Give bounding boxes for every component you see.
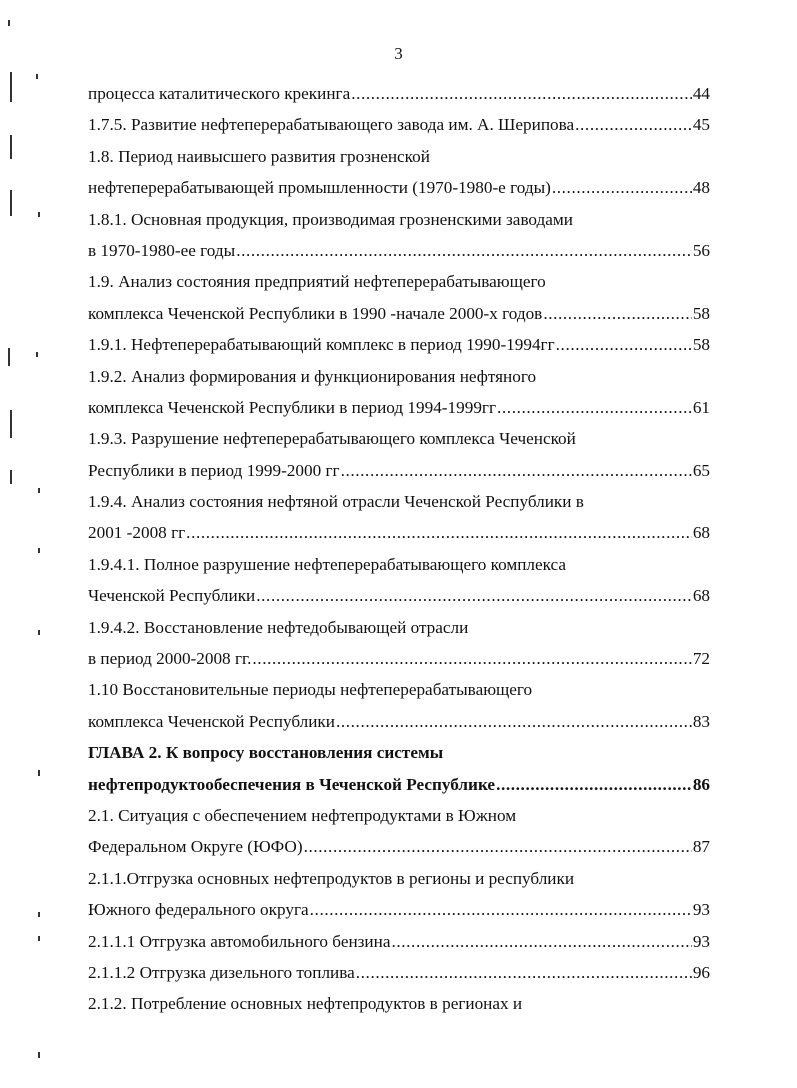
dot-leader bbox=[391, 926, 691, 957]
toc-entry bbox=[88, 800, 710, 831]
toc-entry-text: 1.8.1. Основная продукция, производимая грозненскими заводами bbox=[88, 209, 573, 229]
scan-margin-marks bbox=[0, 0, 60, 1088]
toc-entry-text: Южного федерального округа bbox=[88, 900, 309, 920]
toc-entry-text: 2.1.2. Потребление основных нефтепродуктов в регионах и bbox=[88, 994, 523, 1014]
dot-leader bbox=[543, 298, 692, 329]
toc-entry bbox=[88, 423, 710, 454]
toc-entry bbox=[88, 643, 710, 674]
toc-entry-text: 2.1. Ситуация с обеспечением нефтепродуктами в Южном bbox=[88, 805, 517, 825]
table-of-contents bbox=[88, 78, 710, 1020]
dot-leader bbox=[351, 78, 692, 109]
toc-entry bbox=[88, 831, 710, 862]
page-number: 3 bbox=[394, 44, 403, 63]
toc-entry-text: Федеральном Округе (ЮФО) bbox=[88, 837, 303, 857]
toc-entry-page: 48 bbox=[692, 178, 710, 198]
toc-entry bbox=[88, 235, 710, 266]
dot-leader bbox=[252, 643, 691, 674]
toc-entry-page: 68 bbox=[692, 523, 710, 543]
toc-entry-text: 1.9.2. Анализ формирования и функционирования нефтяного bbox=[88, 366, 537, 386]
toc-entry-page: 44 bbox=[692, 84, 710, 103]
toc-entry-text: комплекса Чеченской Республики bbox=[88, 711, 335, 731]
dot-leader bbox=[341, 455, 692, 486]
toc-entry-text: 1.10 Восстановительные периоды нефтеперерабатывающего bbox=[88, 680, 533, 700]
toc-entry bbox=[88, 894, 710, 925]
toc-entry bbox=[88, 549, 710, 580]
toc-entry-text: 2.1.1.1 Отгрузка автомобильного бензина bbox=[88, 931, 391, 951]
toc-entry-page: 58 bbox=[692, 303, 710, 323]
toc-entry-page: 58 bbox=[692, 335, 710, 355]
toc-entry bbox=[88, 674, 710, 705]
toc-entry bbox=[88, 612, 710, 643]
dot-leader bbox=[186, 517, 692, 548]
dot-leader bbox=[575, 109, 692, 140]
dot-leader bbox=[496, 769, 692, 800]
toc-entry-text: 2.1.1.Отгрузка основных нефтепродуктов в регионы и республики bbox=[88, 868, 575, 888]
toc-entry-text: 1.8. Период наивысшего развития грозненской bbox=[88, 146, 430, 166]
toc-entry bbox=[88, 172, 710, 203]
toc-entry bbox=[88, 392, 710, 423]
toc-entry-page: 96 bbox=[692, 962, 710, 982]
toc-entry bbox=[88, 486, 710, 517]
toc-entry-page: 68 bbox=[692, 586, 710, 606]
toc-entry-text: Чеченской Республики bbox=[88, 586, 256, 606]
toc-entry-text: нефтепродуктообеспечения в Чеченской Республике bbox=[88, 774, 496, 794]
dot-leader bbox=[336, 706, 692, 737]
toc-entry-text: 2.1.1.2 Отгрузка дизельного топлива bbox=[88, 962, 355, 982]
toc-entry bbox=[88, 580, 710, 611]
toc-entry-page: 93 bbox=[692, 900, 710, 920]
toc-entry-text: в 1970-1980-ее годы bbox=[88, 240, 236, 260]
toc-entry-text: 1.7.5. Развитие нефтеперерабатывающего завода им. А. Шерипова bbox=[88, 115, 575, 135]
toc-entry bbox=[88, 926, 710, 957]
toc-entry-page: 86 bbox=[692, 774, 710, 794]
dot-leader bbox=[552, 172, 692, 203]
dot-leader bbox=[310, 894, 692, 925]
toc-entry-text: 2001 -2008 гг bbox=[88, 523, 186, 543]
toc-entry-text: 1.9. Анализ состояния предприятий нефтеперерабатывающего bbox=[88, 272, 546, 292]
toc-entry-text: 1.9.4.2. Восстановление нефтедобывающей отрасли bbox=[88, 617, 469, 637]
toc-entry-page: 45 bbox=[692, 115, 710, 135]
dot-leader bbox=[304, 831, 692, 862]
toc-entry-text: процесса каталитического крекинга bbox=[88, 84, 351, 103]
toc-entry-page: 72 bbox=[692, 649, 710, 669]
dot-leader bbox=[256, 580, 692, 611]
toc-entry bbox=[88, 957, 710, 988]
toc-entry-page: 65 bbox=[692, 460, 710, 480]
toc-entry-text: 1.9.4. Анализ состояния нефтяной отрасли Чеченской Республики в bbox=[88, 492, 584, 512]
toc-entry-page: 83 bbox=[692, 711, 710, 731]
toc-entry-text: 1.9.1. Нефтеперерабатывающий комплекс в период 1990-1994гг bbox=[88, 335, 555, 355]
dot-leader bbox=[356, 957, 692, 988]
dot-leader bbox=[556, 329, 692, 360]
toc-entry-text: 1.9.3. Разрушение нефтеперерабатывающего комплекса Чеченской bbox=[88, 429, 576, 449]
toc-entry-page: 87 bbox=[692, 837, 710, 857]
toc-entry bbox=[88, 361, 710, 392]
toc-entry-text: нефтеперерабатывающей промышленности (1970-1980-е годы) bbox=[88, 178, 551, 198]
toc-entry bbox=[88, 266, 710, 297]
toc-entry bbox=[88, 863, 710, 894]
toc-entry bbox=[88, 769, 710, 800]
toc-entry-text: ГЛАВА 2. К вопросу восстановления системы bbox=[88, 743, 444, 763]
toc-entry bbox=[88, 141, 710, 172]
toc-entry-text: комплекса Чеченской Республики в период 1994-1999гг bbox=[88, 397, 497, 417]
toc-entry-page: 93 bbox=[692, 931, 710, 951]
toc-entry bbox=[88, 988, 710, 1019]
toc-entry-page: 61 bbox=[692, 397, 710, 417]
toc-entry bbox=[88, 109, 710, 140]
dot-leader bbox=[497, 392, 692, 423]
toc-entry bbox=[88, 204, 710, 235]
toc-entry bbox=[88, 517, 710, 548]
toc-entry bbox=[88, 298, 710, 329]
dot-leader bbox=[236, 235, 692, 266]
toc-entry bbox=[88, 706, 710, 737]
toc-entry-text: 1.9.4.1. Полное разрушение нефтеперерабатывающего комплекса bbox=[88, 554, 567, 574]
toc-entry bbox=[88, 78, 710, 109]
toc-entry-text: в период 2000-2008 гг. bbox=[88, 649, 252, 669]
toc-entry-text: Республики в период 1999-2000 гг bbox=[88, 460, 340, 480]
toc-entry bbox=[88, 737, 710, 768]
toc-entry bbox=[88, 455, 710, 486]
toc-entry-text: комплекса Чеченской Республики в 1990 -начале 2000-х годов bbox=[88, 303, 543, 323]
toc-entry-page: 56 bbox=[692, 240, 710, 260]
toc-entry bbox=[88, 329, 710, 360]
